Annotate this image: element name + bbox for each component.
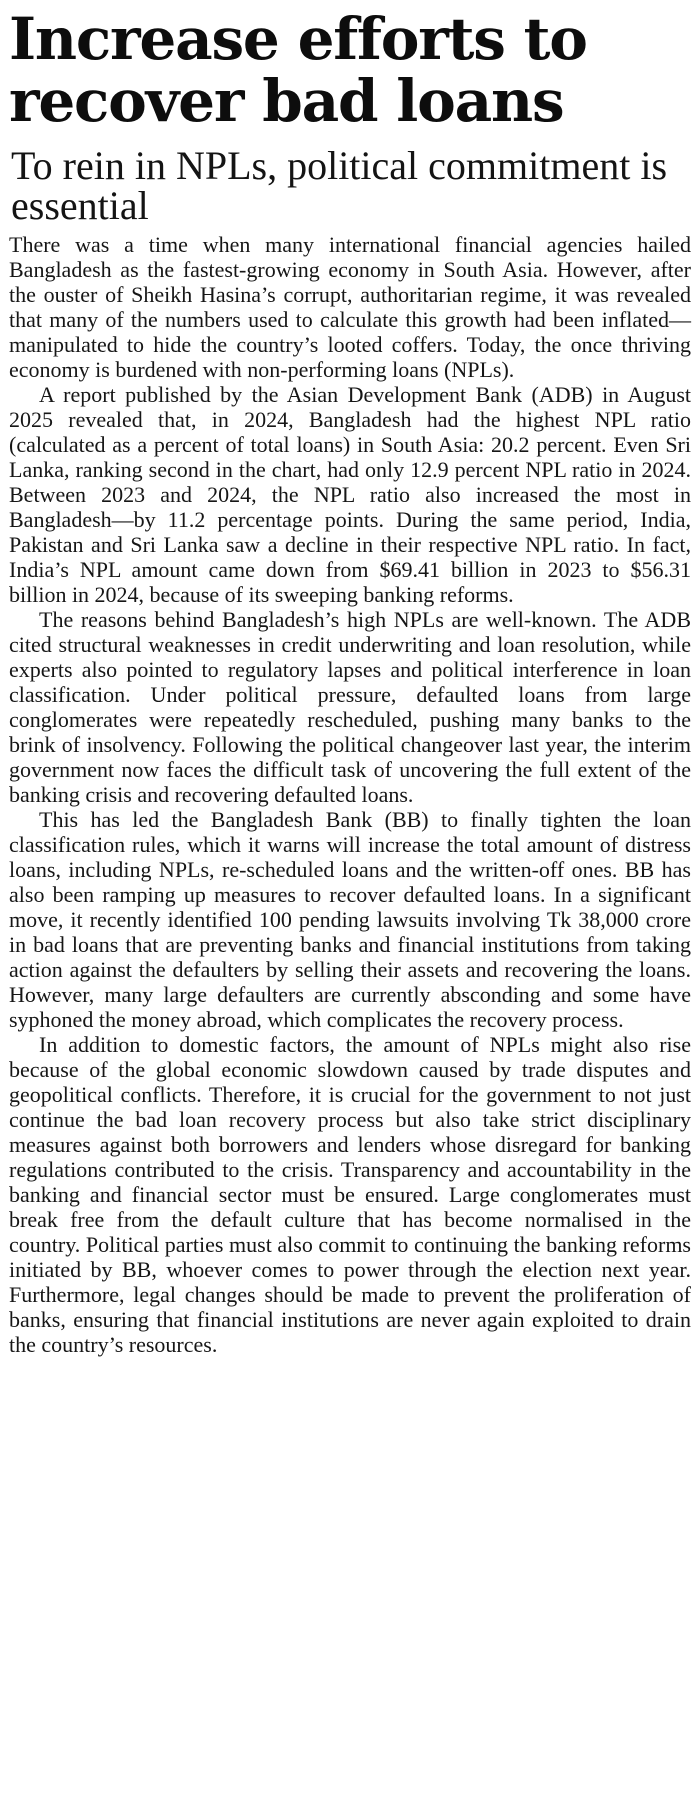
editorial-page xyxy=(0,5,700,1816)
headline: Increase efforts to recover bad loans xyxy=(9,5,587,135)
paragraph-5: In addition to domestic factors, the amount of NPLs might also rise because of the global economic slowdown caused by trade disputes and geopolitical conflicts. Therefore, it is crucial for the government to not just continue the bad loan recovery process but also take strict disciplinary measures against both borrowers and lenders whose disregard for banking regulations contributed to the crisis. Transparency and accountability in the banking and financial sector must be ensured. Large conglomerates must break free from the default culture that has become normalised in the country. Political parties must also commit to continuing the banking reforms initiated by BB, whoever comes to power through the election next year. Furthermore, legal changes should be made to prevent the proliferation of banks, ensuring that financial institutions are never again exploited to drain the country’s resources. xyxy=(9,1032,691,1357)
paragraph-3: The reasons behind Bangladesh’s high NPLs are well-known. The ADB cited structural weaknesses in credit underwriting and loan resolution, while experts also pointed to regulatory lapses and political interference in loan classification. Under political pressure, defaulted loans from large conglomerates were repeatedly rescheduled, pushing many banks to the brink of insolvency. Following the political changeover last year, the interim government now faces the difficult task of uncovering the full extent of the banking crisis and recovering defaulted loans. xyxy=(9,607,691,807)
paragraph-2: A report published by the Asian Development Bank (ADB) in August 2025 revealed that, in 2024, Bangladesh had the highest NPL ratio (calculated as a percent of total loans) in South Asia: 20.2 percent. Even Sri Lanka, ranking second in the chart, had only 12.9 percent NPL ratio in 2024. Between 2023 and 2024, the NPL ratio also increased the most in Bangladesh—by 11.2 percentage points. During the same period, India, Pakistan and Sri Lanka saw a decline in their respective NPL ratio. In fact, India’s NPL amount came down from $69.41 billion in 2023 to $56.31 billion in 2024, because of its sweeping banking reforms. xyxy=(9,382,691,607)
subheadline: To rein in NPLs, political commitment is essential xyxy=(11,143,668,228)
paragraph-4: This has led the Bangladesh Bank (BB) to finally tighten the loan classification rules, which it warns will increase the total amount of distress loans, including NPLs, re-scheduled loans and the written-off ones. BB has also been ramping up measures to recover defaulted loans. In a significant move, it recently identified 100 pending lawsuits involving Tk 38,000 crore in bad loans that are preventing banks and financial institutions from taking action against the defaulters by selling their assets and recovering the loans. However, many large defaulters are currently absconding and some have syphoned the money abroad, which complicates the recovery process. xyxy=(9,807,691,1032)
article-body xyxy=(9,232,691,1357)
paragraph-1: There was a time when many international financial agencies hailed Bangladesh as the fastest-growing economy in South Asia. However, after the ouster of Sheikh Hasina’s corrupt, authoritarian regime, it was revealed that many of the numbers used to calculate this growth had been inflated—manipulated to hide the country’s looted coffers. Today, the once thriving economy is burdened with non-performing loans (NPLs). xyxy=(9,232,691,382)
